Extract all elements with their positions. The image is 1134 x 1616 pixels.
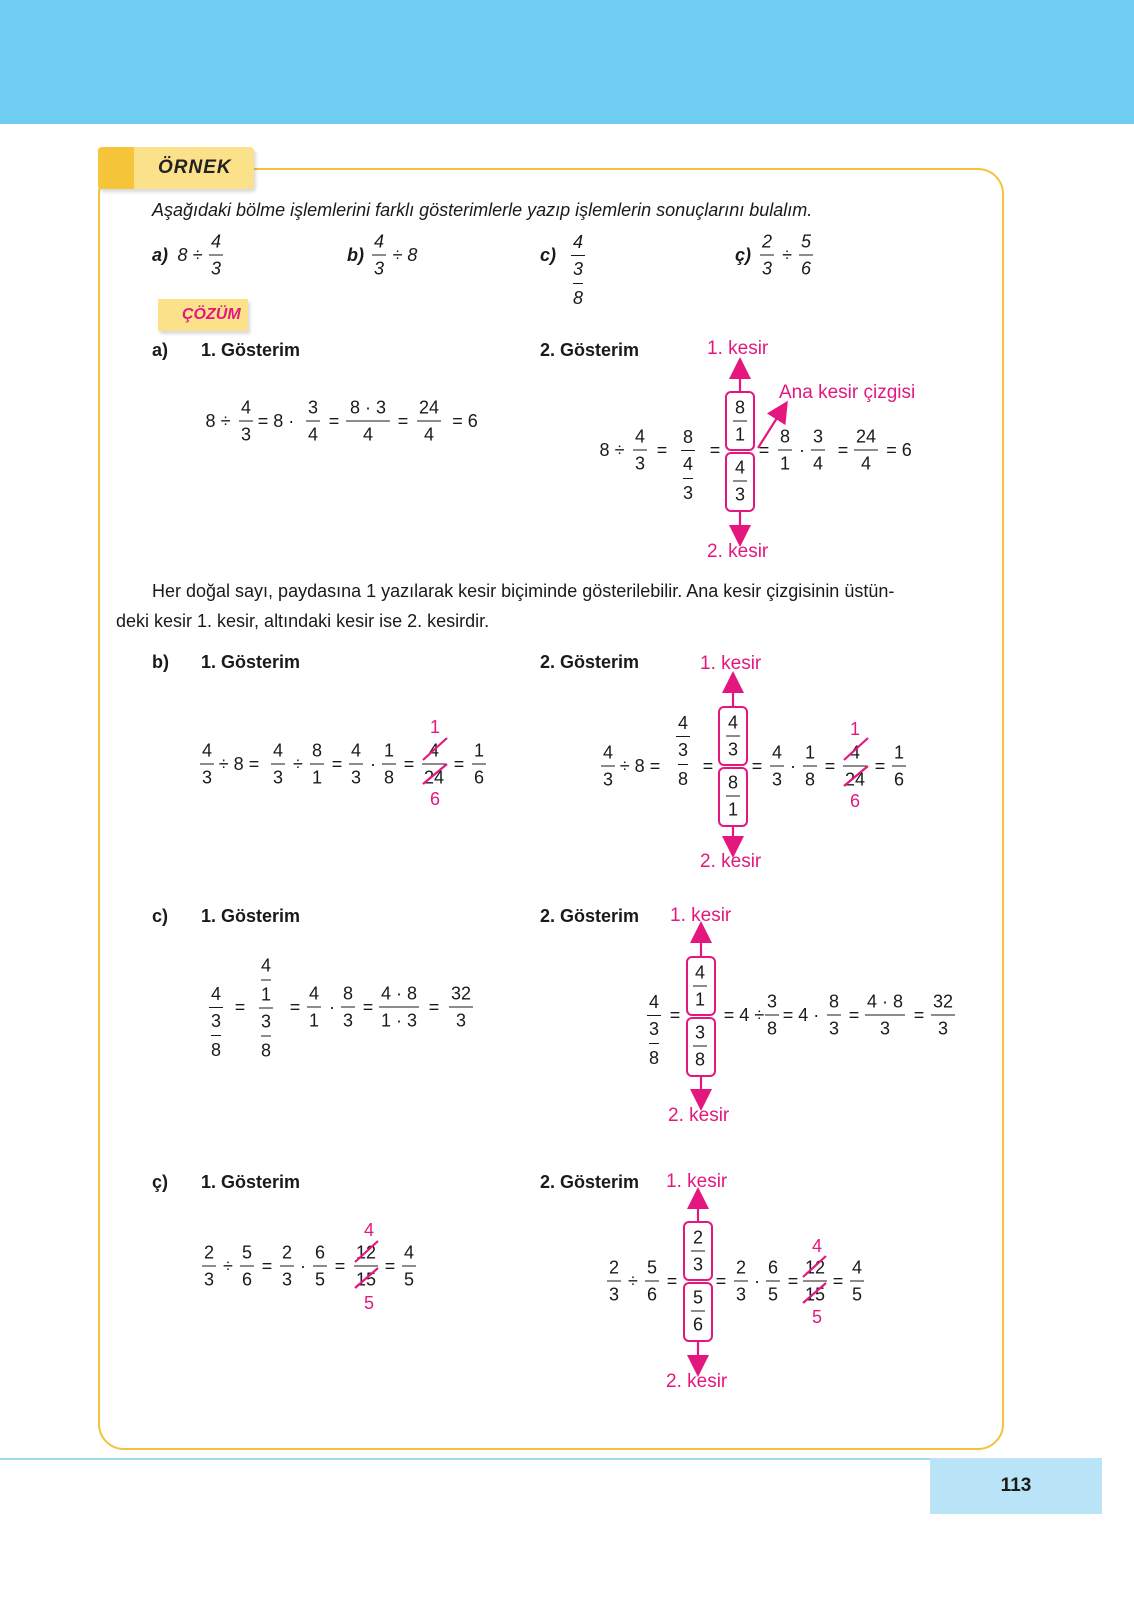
first-fraction-label: 1. kesir [670,905,732,926]
section-b-g1-label: 1. Gösterim [201,652,301,672]
problem-c-label: c) [540,245,557,265]
strike-mark [355,1268,378,1288]
problem-b-label: b) [347,245,364,265]
problem-a-fraction: 4 3 [210,231,222,279]
section-a-label: a) [152,340,169,360]
main-line-label: Ana kesir çizgisi [779,382,916,403]
strike-mark [844,738,868,760]
strike-mark [423,738,447,760]
problem-cc-divide: ÷ [782,245,792,265]
section-b-label: b) [152,652,169,672]
problem-cc-fraction2: 5 6 [800,231,812,279]
page-number: 113 [1000,1475,1032,1496]
problem-c-fraction: 4 3 8 [572,232,584,308]
section-c-g1-label: 1. Gösterim [201,906,301,926]
strike-mark [844,766,868,786]
solution-tag-label: ÇÖZÜM [182,306,241,323]
problem-b-expr: ÷ 8 [392,245,418,265]
first-fraction-label: 1. kesir [707,338,769,359]
second-fraction-label: 2. kesir [668,1105,730,1126]
explanation-line2: deki kesir 1. kesir, altındaki kesir ise 2. kesirdir. [116,611,490,631]
page-number-box [930,1458,1102,1514]
second-fraction-label: 2. kesir [666,1371,728,1392]
first-fraction-label: 1. kesir [700,653,762,674]
strike-mark [355,1241,378,1262]
second-fraction-label: 2. kesir [700,851,762,872]
problem-cc-label: ç) [735,245,752,265]
strike-mark [803,1283,826,1303]
problem-cc-fraction1: 2 3 [761,231,773,279]
problem-a-expr: 8 ÷ [177,245,203,265]
footer-line [0,1458,930,1460]
instruction-text: Aşağıdaki bölme işlemlerini farklı gösterimlerle yazıp işlemlerin sonuçlarını bulalım. [152,200,813,220]
section-b-g2-label: 2. Gösterim [540,652,640,672]
section-a-g1-label: 1. Gösterim [201,340,301,360]
problem-a-label: a) [152,245,169,265]
section-c-label: c) [152,906,169,926]
section-cc-g1-label: 1. Gösterim [201,1172,301,1192]
example-tag-label: ÖRNEK [158,157,232,178]
strike-mark [803,1256,826,1277]
first-fraction-label: 1. kesir [666,1171,728,1192]
second-fraction-label: 2. kesir [707,541,769,562]
section-cc-label: ç) [152,1172,169,1192]
strike-mark [423,764,447,784]
explanation-line1: Her doğal sayı, paydasına 1 yazılarak kesir biçiminde gösterilebilir. Ana kesir çizgisinin üstün- [152,581,895,601]
diagonal-arrow-icon [758,410,782,448]
section-cc-g2-label: 2. Gösterim [540,1172,640,1192]
section-a-g2-label: 2. Gösterim [540,340,640,360]
section-c-g2-label: 2. Gösterim [540,906,640,926]
problem-b-fraction: 4 3 [373,231,385,279]
